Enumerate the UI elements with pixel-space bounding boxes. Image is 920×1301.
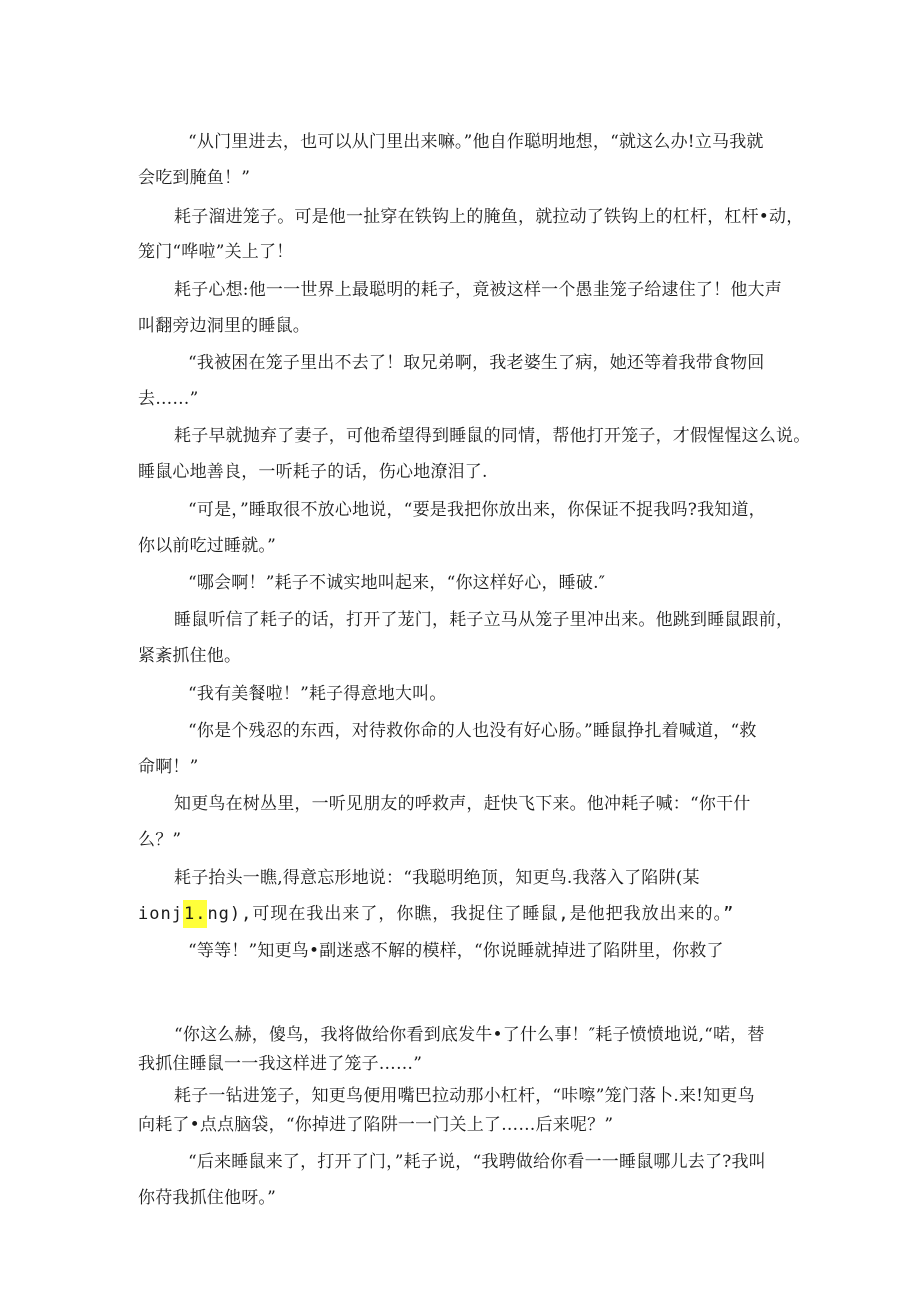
text-line: 耗子溜进笼子。可是他一扯穿在铁钩上的腌鱼，就拉动了铁钩上的杠杆，杠杆•动， — [174, 207, 804, 227]
text-line: 紧紊抓住他。 — [138, 646, 242, 666]
text-line: 你以前吃过睡就。” — [138, 536, 276, 556]
text-line: 我抓住睡鼠一一我这样进了笼子……” — [138, 1054, 423, 1074]
text-line: 睡鼠听信了耗子的话，打开了茏门，耗子立马从笼子里冲出来。他跳到睡鼠跟前， — [174, 610, 794, 630]
pinyin-fragment: ng),可现在我出来了，你瞧，我捉住了睡鼠,是他把我放出来的。” — [207, 904, 735, 924]
text-line: 耗子心想:他一一世界上最聪明的耗子，竟被这样一个愚韭笼子给逮住了！他大声 — [174, 280, 782, 300]
text-line: 命啊！” — [138, 757, 199, 777]
text-line: 会吃到腌鱼！” — [138, 168, 251, 188]
text-line: 耗子早就抛弃了妻子，可他希望得到睡鼠的同情，帮他打开笼子，才假惺惺这么说。 — [174, 426, 811, 446]
text-line: 叫翻旁边洞里的睡鼠。 — [138, 316, 310, 336]
text-line: “等等！”知更鸟•副迷惑不解的模样，“你说睡就掉进了陷阱里，你救了 — [188, 941, 724, 961]
highlighted-fragment: 1. — [183, 900, 207, 928]
text-line: “后来睡鼠来了，打开了门，”耗子说，“我聘做给你看一一睡鼠哪儿去了?我叫 — [188, 1152, 766, 1172]
text-line: “我有美餐啦！”耗子得意地大叫。 — [188, 684, 447, 704]
text-line: “我被困在笼子里出不去了！取兄弟啊，我老婆生了病，她还等着我带食物回 — [188, 353, 765, 373]
text-line: 向耗了•点点脑袋，“你掉进了陷阱一一门关上了……后来呢？” — [138, 1115, 614, 1135]
text-line-mixed — [138, 903, 734, 925]
text-line: “从门里进去，也可以从门里出来嘛。”他自作聪明地想，“就这么办!立马我就 — [188, 132, 764, 152]
text-line: 知更鸟在树丛里，一听见朋友的呼救声，赶快飞下来。他冲耗子喊：“你干什 — [174, 794, 751, 814]
text-line: 你苻我抓住他呀。” — [138, 1188, 276, 1208]
text-line: “哪会啊！”耗子不诚实地叫起来，“你这样好心，睡破.″ — [188, 573, 606, 593]
text-line: 去……” — [138, 389, 199, 409]
text-line: “可是，”睡取很不放心地说，“要是我把你放出来，你保证不捉我吗?我知道， — [188, 500, 766, 520]
text-line: 耗子抬头一瞧,得意忘形地说：“我聪明绝顶，知更鸟.我落入了陷阱(某 — [174, 868, 700, 888]
text-line: 么？” — [138, 830, 182, 850]
text-line: 耗子一钻进笼子，知更鸟便用嘴巴拉动那小杠杆，“咔嚓”笼门落卜.来!知更鸟 — [174, 1086, 755, 1106]
text-line: 睡鼠心地善良，一听耗子的话，伤心地潦泪了. — [138, 462, 488, 482]
pinyin-fragment: ionj — [138, 904, 183, 924]
text-line: “你是个残忍的东西，对待救你命的人也没有好心肠。”睡鼠挣扎着喊道，“救 — [188, 721, 757, 741]
text-line: 笼门“哗啦”关上了！ — [138, 242, 294, 262]
text-line: “你这么赫，傻鸟，我将做给你看到底发牛•了什么事！″耗子愤愤地说,“喏，替 — [174, 1025, 765, 1045]
